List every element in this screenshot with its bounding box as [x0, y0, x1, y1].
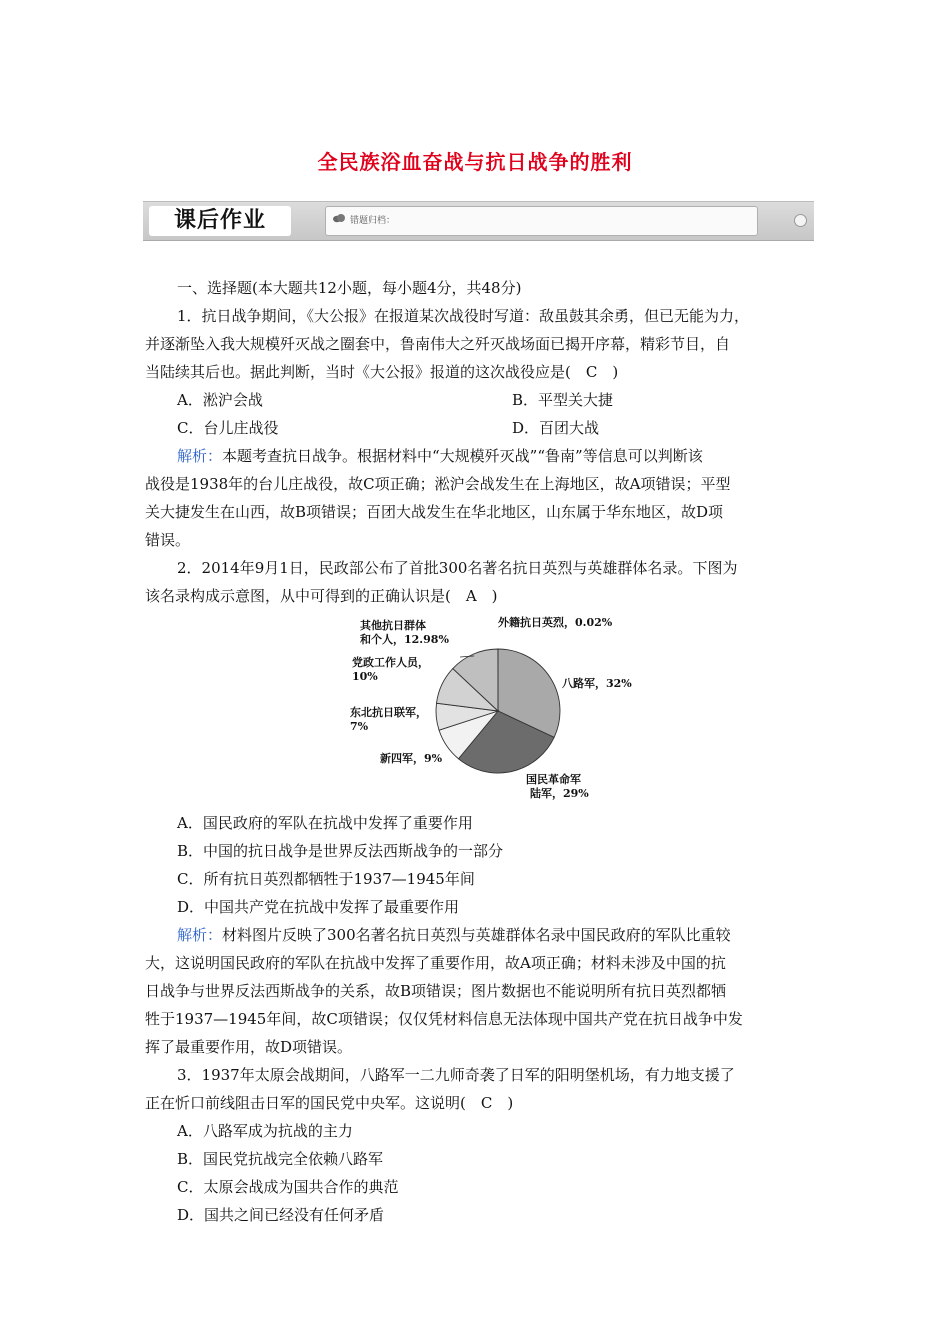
q1-analysis-line: 关大捷发生在山西，故B项错误；百团大战发生在华北地区，山东属于华东地区，故D项 — [145, 503, 724, 521]
q2-analysis-text: 材料图片反映了300名著名抗日英烈与英雄群体名录中国民政府的军队比重较 — [222, 926, 731, 944]
q1-option-c: C．台儿庄战役 — [177, 419, 279, 437]
slice-label: 10% — [352, 670, 378, 683]
pin-icon[interactable] — [794, 214, 807, 227]
q3-option-c: C．太原会战成为国共合作的典范 — [177, 1178, 399, 1196]
q2-analysis-line: 挥了最重要作用，故D项错误。 — [145, 1038, 353, 1056]
slice-label: 八路军，32% — [562, 677, 632, 690]
q2-analysis-line — [177, 925, 731, 945]
cloud-icon — [332, 213, 346, 223]
q3-option-d: D．国共之间已经没有任何矛盾 — [177, 1206, 385, 1224]
slice-label: 外籍抗日英烈，0.02% — [498, 616, 613, 629]
q1-option-b: B．平型关大捷 — [512, 391, 614, 409]
slice-label: 其他抗日群体 — [360, 619, 426, 632]
q2-analysis-line: 大，这说明国民政府的军队在抗战中发挥了重要作用，故A项正确；材料未涉及中国的抗 — [145, 954, 726, 972]
q1-stem-line: 当陆续其后也。据此判断，当时《大公报》报道的这次战役应是( C ) — [145, 363, 619, 381]
slice-label: 党政工作人员， — [352, 656, 429, 669]
q3-stem-line: 正在忻口前线阻击日军的国民党中央军。这说明( C ) — [145, 1094, 514, 1112]
q2-option-c: C．所有抗日英烈都牺牲于1937—1945年间 — [177, 870, 475, 888]
section-heading: 一、选择题(本大题共12小题，每小题4分，共48分) — [177, 279, 522, 297]
q1-analysis-line — [177, 446, 703, 466]
q2-stem-line: 2．2014年9月1日，民政部公布了首批300名著名抗日英烈与英雄群体名录。下图为 — [177, 559, 738, 577]
slice-label: 7% — [350, 720, 369, 733]
q1-analysis-text: 本题考查抗日战争。根据材料中“大规模歼灭战”“鲁南”等信息可以判断该 — [222, 447, 703, 465]
q2-analysis-line: 日战争与世界反法西斯战争的关系，故B项错误；图片数据也不能说明所有抗日英烈都牺 — [145, 982, 727, 1000]
slice-label: 新四军，9% — [380, 752, 443, 765]
slice-label: 陆军，29% — [530, 787, 589, 800]
q1-stem-line: 1．抗日战争期间，《大公报》在报道某次战役时写道：敌虽鼓其余勇，但已无能为力， — [177, 307, 750, 325]
q1-analysis-line: 错误。 — [145, 531, 191, 549]
banner-label: 课后作业 — [149, 206, 291, 236]
error-archive-label: 错题归档： — [350, 216, 396, 226]
analysis-label: 解析： — [177, 447, 223, 465]
q2-option-a: A．国民政府的军队在抗战中发挥了重要作用 — [177, 814, 473, 832]
q1-option-d: D．百团大战 — [512, 419, 600, 437]
q3-stem-line: 3．1937年太原会战期间，八路军一二九师奇袭了日军的阳明堡机场，有力地支援了 — [177, 1066, 735, 1084]
q3-option-a: A．八路军成为抗战的主力 — [177, 1122, 353, 1140]
error-archive-field[interactable] — [325, 206, 758, 236]
page-title: 全民族浴血奋战与抗日战争的胜利 — [317, 150, 633, 174]
analysis-label: 解析： — [177, 926, 223, 944]
q2-option-d: D．中国共产党在抗战中发挥了最重要作用 — [177, 898, 460, 916]
q3-option-b: B．国民党抗战完全依赖八路军 — [177, 1150, 384, 1168]
q2-option-b: B．中国的抗日战争是世界反法西斯战争的一部分 — [177, 842, 504, 860]
slice-label: 和个人，12.98% — [360, 633, 449, 646]
roster-composition-pie-chart — [330, 612, 650, 808]
slice-label: 东北抗日联军， — [350, 706, 427, 719]
homework-banner — [143, 201, 814, 241]
q1-option-a: A．淞沪会战 — [177, 391, 263, 409]
q1-stem-line: 并逐渐坠入我大规模歼灭战之圈套中，鲁南伟大之歼灭战场面已揭开序幕，精彩节目，自 — [145, 335, 731, 353]
slice-label: 国民革命军 — [526, 773, 581, 786]
q2-stem-line: 该名录构成示意图，从中可得到的正确认识是( A ) — [145, 587, 498, 605]
q2-analysis-line: 牲于1937—1945年间，故C项错误；仅仅凭材料信息无法体现中国共产党在抗日战争中发 — [145, 1010, 743, 1028]
q1-analysis-line: 战役是1938年的台儿庄战役，故C项正确；淞沪会战发生在上海地区，故A项错误；平型 — [145, 475, 731, 493]
